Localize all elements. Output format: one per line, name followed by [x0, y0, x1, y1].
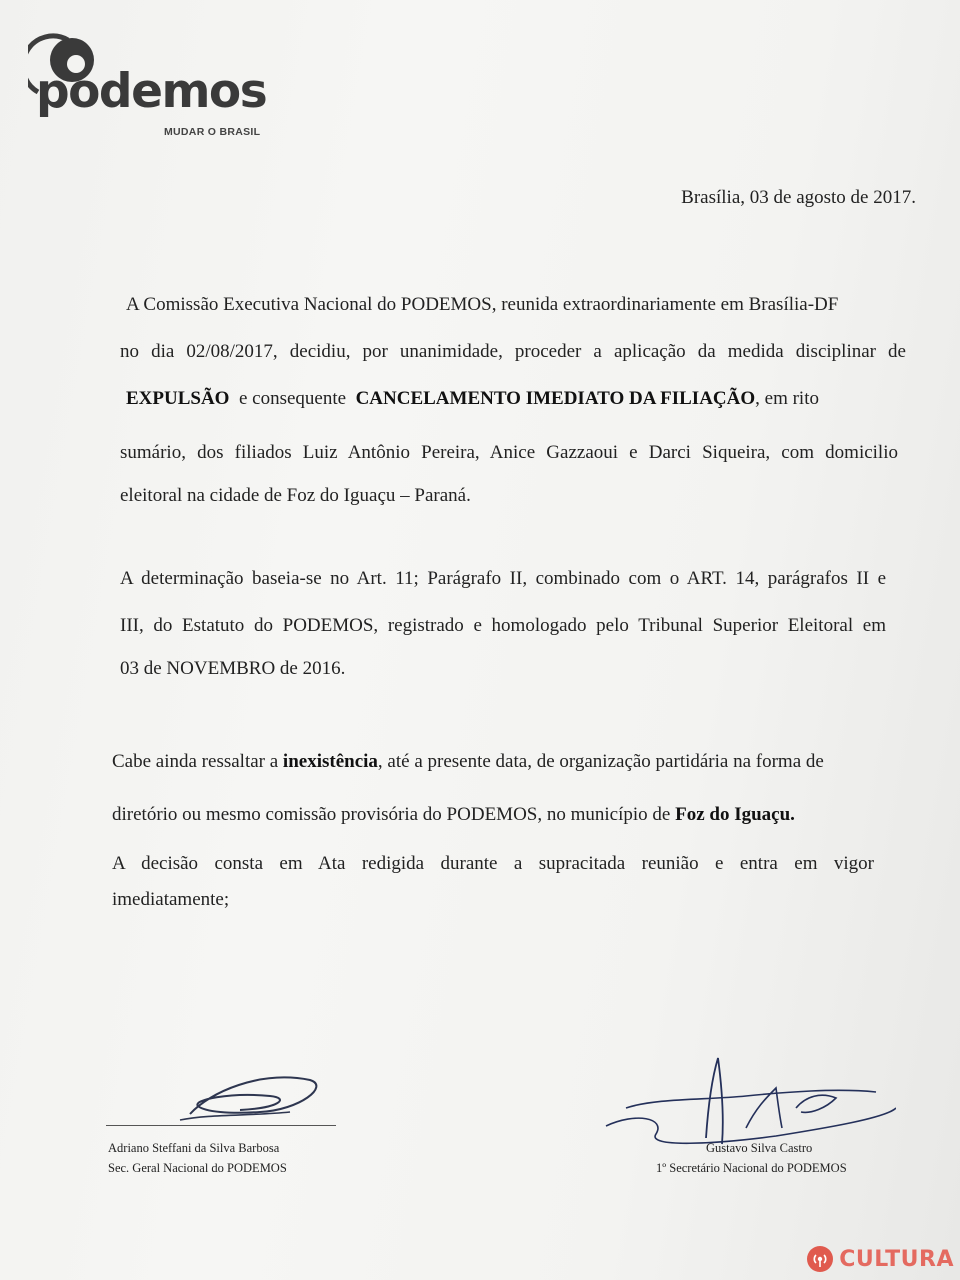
municipality-term: Foz do Iguaçu. [675, 804, 795, 825]
podemos-logo-text: podemos [36, 64, 267, 119]
expulsion-term: EXPULSÃO [126, 388, 230, 409]
watermark-text: CULTURA [839, 1246, 954, 1272]
cancellation-term: CANCELAMENTO IMEDIATO DA FILIAÇÃO [355, 388, 756, 409]
cultura-watermark [807, 1246, 954, 1272]
logo-tagline: MUDAR O BRASIL [164, 126, 261, 138]
paragraph-text: Cabe ainda ressaltar a [112, 751, 279, 772]
paragraph-observations [112, 750, 884, 920]
paragraph-line: imediatamente; [112, 889, 230, 910]
paragraph-line: 03 de NOVEMBRO de 2016. [120, 658, 346, 679]
paragraph-line: sumário, dos filiados Luiz Antônio Pereira, Anice Gazzaoui e Darci Siqueira, com domicilio [120, 442, 898, 463]
paragraph-line [112, 803, 795, 827]
paragraph-expulsion [120, 293, 906, 513]
inexistence-term: inexistência [282, 751, 378, 772]
signatory-right-role: 1º Secretário Nacional do PODEMOS [656, 1161, 847, 1175]
paragraph-line [126, 387, 912, 411]
paragraph-line: A determinação baseia-se no Art. 11; Parágrafo II, combinado com o ART. 14, parágrafos II e [120, 568, 886, 589]
paragraph-line: eleitoral na cidade de Foz do Iguaçu – Paraná. [120, 485, 471, 506]
signature-line-left [106, 1125, 336, 1126]
signatory-left-name: Adriano Steffani da Silva Barbosa [108, 1141, 280, 1155]
signature-left-icon [170, 1062, 330, 1132]
paragraph-line: A Comissão Executiva Nacional do PODEMOS, reunida extraordinariamente em Brasília-DF [126, 294, 839, 315]
paragraph-line [112, 750, 884, 774]
document-date: Brasília, 03 de agosto de 2017. [681, 187, 916, 208]
paragraph-line: no dia 02/08/2017, decidiu, por unanimidade, proceder a aplicação da medida disciplinar de [120, 341, 906, 362]
paragraph-text: , em rito [755, 388, 819, 409]
signatory-right-name: Gustavo Silva Castro [706, 1141, 813, 1155]
paragraph-text: e consequente [238, 388, 347, 409]
paragraph-line: A decisão consta em Ata redigida durante a supracitada reunião e entra em vigor [112, 853, 874, 874]
paragraph-text: diretório ou mesmo comissão provisória do PODEMOS, no município de [112, 804, 671, 825]
broadcast-icon [807, 1246, 833, 1272]
paragraph-line: III, do Estatuto do PODEMOS, registrado e homologado pelo Tribunal Superior Eleitoral em [120, 615, 886, 636]
signatory-left-role: Sec. Geral Nacional do PODEMOS [108, 1161, 287, 1175]
paragraph-legal-basis [120, 567, 890, 687]
paragraph-text: , até a presente data, de organização partidária na forma de [377, 751, 824, 772]
